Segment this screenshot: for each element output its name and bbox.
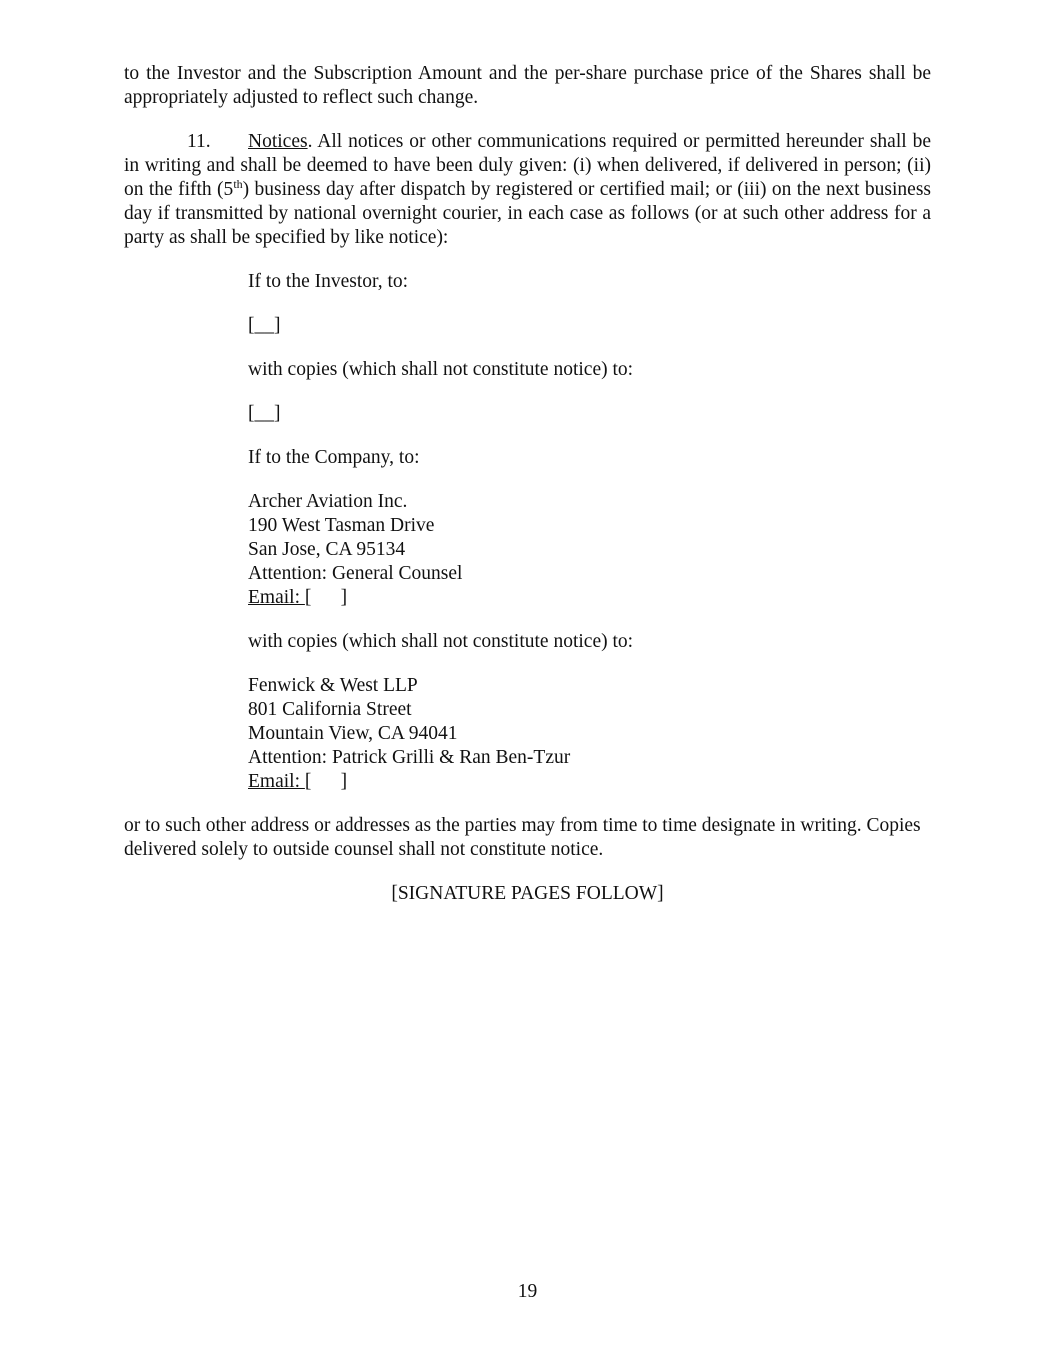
counsel-street: 801 California Street <box>248 699 412 720</box>
counsel-name: Fenwick & West LLP <box>248 675 418 696</box>
investor-copies-placeholder: [__] <box>248 403 281 424</box>
counsel-notice-block <box>124 630 931 794</box>
closing-paragraph: or to such other address or addresses as the parties may from time to time designate in writing. Copies delivered solely to outside counsel shall not constitute notice. <box>124 815 921 860</box>
counsel-city: Mountain View, CA 94041 <box>248 723 458 744</box>
investor-address-placeholder: [__] <box>248 315 281 336</box>
company-city: San Jose, CA 95134 <box>248 539 406 560</box>
company-email-label: Email: <box>248 587 305 608</box>
ordinal-superscript: th <box>233 177 243 191</box>
company-attention: Attention: General Counsel <box>248 563 463 584</box>
company-label: If to the Company, to: <box>248 447 420 468</box>
section-text-b: ) business day after dispatch by registered or certified mail; or (iii) on the next business day if transmitted by national overnight courier, in each case as follows (or at such other address for a party as shall be specified by like notice): <box>124 179 932 248</box>
counsel-copies-label: with copies (which shall not constitute notice) to: <box>248 631 634 652</box>
page-number: 19 <box>517 1281 538 1302</box>
company-email-value: [ ] <box>304 587 348 608</box>
counsel-email <box>248 770 931 794</box>
counsel-email-label: Email: <box>248 771 305 792</box>
company-name: Archer Aviation Inc. <box>248 491 408 512</box>
counsel-attention: Attention: Patrick Grilli & Ran Ben-Tzur <box>248 747 571 768</box>
investor-notice-block <box>124 270 931 426</box>
section-11-notices <box>124 130 931 250</box>
investor-copies-label: with copies (which shall not constitute notice) to: <box>248 359 634 380</box>
section-heading: Notices <box>248 131 308 152</box>
company-email <box>248 586 931 610</box>
signature-pages-note: [SIGNATURE PAGES FOLLOW] <box>391 883 664 904</box>
counsel-address <box>248 674 931 794</box>
section-number: 11. <box>187 131 211 152</box>
company-address <box>248 490 931 610</box>
investor-label: If to the Investor, to: <box>248 271 409 292</box>
company-street: 190 West Tasman Drive <box>248 515 435 536</box>
company-notice-block <box>124 446 931 610</box>
section-text-a: . All notices or other communications required or permitted hereunder shall be in writing and shall be deemed to have been duly given: (i) when delivered, if delivered in person; (ii) on the fifth (5 <box>124 131 931 200</box>
document-page <box>124 62 931 906</box>
counsel-email-value: [ ] <box>304 771 348 792</box>
continued-paragraph: to the Investor and the Subscription Amount and the per-share purchase price of the Shares shall be appropriately adjusted to reflect such change. <box>124 63 931 108</box>
